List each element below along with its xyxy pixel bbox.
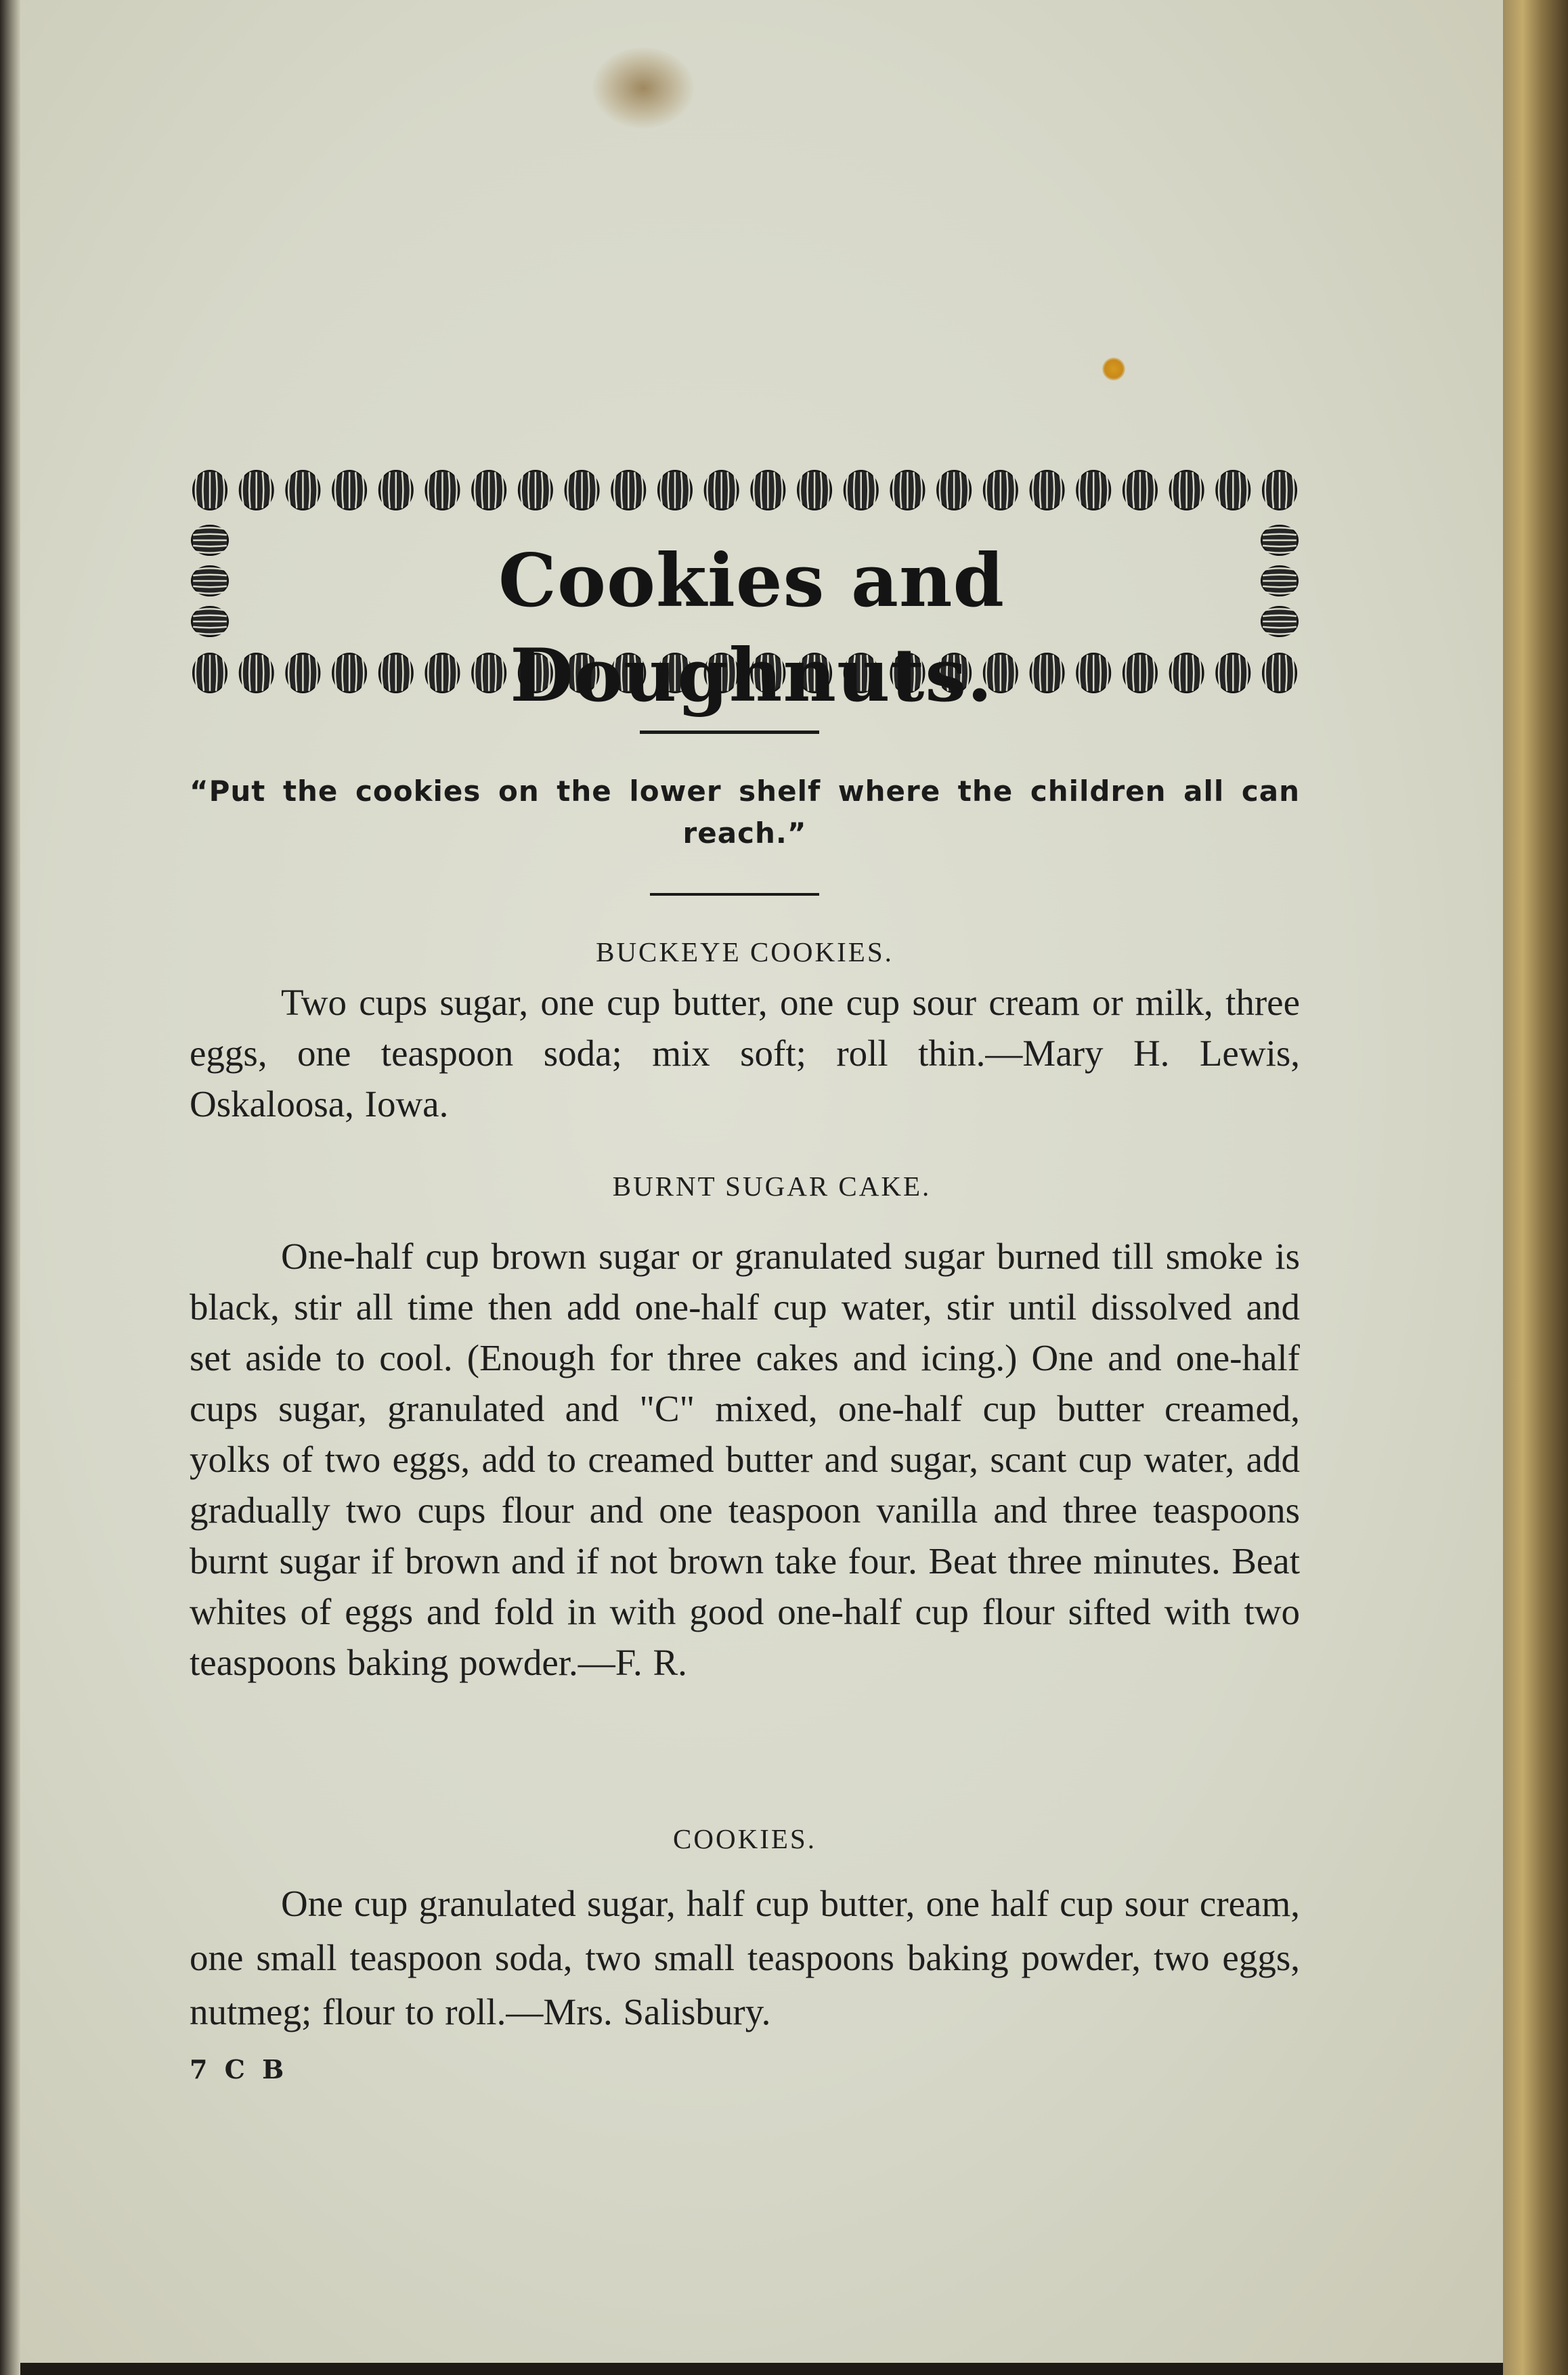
ornament-bead [1076,471,1110,510]
ornament-bead [751,471,785,510]
recipe-body-burnt-sugar-cake: One-half cup brown sugar or granulated sugar burned till smoke is black, stir all time then add one-half cup water, stir until dissolved and set aside to cool. (Enough for three cakes and icing.) One and one-half cups sugar, granulated and "C" mixed, one-half cup butter creamed, yolks of two eggs, add to creamed butter and sugar, scant cup water, add gradually two cups flour and one teaspoon vanilla and three teaspoons burnt sugar if brown and if not brown take four. Beat three minutes. Beat whites of eggs and fold in with good one-half cup flour sifted with two teaspoons baking powder.—F. R. [190,1236,1300,1683]
ornament-bead [192,607,228,636]
ornament-bead [192,566,228,596]
ornament-bead [1261,525,1298,555]
ornament-bead [332,653,366,693]
divider-rule [650,893,819,896]
book-gutter-edge [1503,0,1568,2375]
ornament-bead [798,471,831,510]
paper-spot [1102,357,1125,380]
recipe-heading-buckeye-cookies: BUCKEYE COOKIES. [596,936,894,967]
ornament-bead [1123,653,1157,693]
ornament-bead [565,471,599,510]
signature-mark: 7 C B [190,2054,288,2085]
ornament-bead [658,471,692,510]
ornament-bead [425,471,459,510]
ornament-bead [1263,471,1297,510]
paper-stain [592,47,694,129]
title-ornament-frame [190,460,1300,718]
book-left-edge [0,0,20,2375]
ornament-bead [519,471,552,510]
ornament-bead [1030,471,1064,510]
ornament-bead [192,525,228,555]
ornament-bead [1261,566,1298,596]
ornament-bead [890,471,924,510]
recipe-body-cookies: One cup granulated sugar, half cup butter, one half cup sour cream, one small teaspoon soda, two small teaspoons baking powder, two eggs, nutmeg; flour to roll.—Mrs. Salisbury. [190,1883,1300,2032]
ornament-bead [425,653,459,693]
ornament-bead [1170,653,1204,693]
ornament-bead [240,653,274,693]
ornament-bead [1261,607,1298,636]
book-page [20,0,1523,2363]
ornament-bead [472,471,506,510]
recipe-heading-cookies: COOKIES. [673,1823,816,1854]
recipe-heading-burnt-sugar-cake: BURNT SUGAR CAKE. [612,1171,932,1202]
ornament-bead [611,471,645,510]
ornament-bead [1263,653,1297,693]
ornament-bead [1216,653,1250,693]
recipe-body-buckeye-cookies: Two cups sugar, one cup butter, one cup sour cream or milk, three eggs, one teaspoon soda; mix soft; roll thin.—Mary H. Lewis, Oskaloosa, Iowa. [190,982,1300,1125]
ornament-bead [379,471,413,510]
page-title: Cookies and Doughnuts. [498,538,1005,718]
divider-rule [640,731,819,734]
ornament-bead [1076,653,1110,693]
ornament-bead [844,471,878,510]
ornament-bead [332,471,366,510]
ornament-bead [1170,471,1204,510]
ornament-bead [705,471,739,510]
ornament-bead [937,471,971,510]
ornament-bead [240,471,274,510]
ornament-bead [1216,471,1250,510]
ornament-bead [984,471,1018,510]
ornament-bead [193,471,227,510]
ornament-bead [286,471,320,510]
ornament-bead [379,653,413,693]
ornament-bead [1123,471,1157,510]
ornament-bead [286,653,320,693]
ornament-bead [1030,653,1064,693]
epigraph-quote: “Put the cookies on the lower shelf where the children all can reach.” [190,775,1300,850]
ornament-bead [193,653,227,693]
ornament-bead [472,653,506,693]
